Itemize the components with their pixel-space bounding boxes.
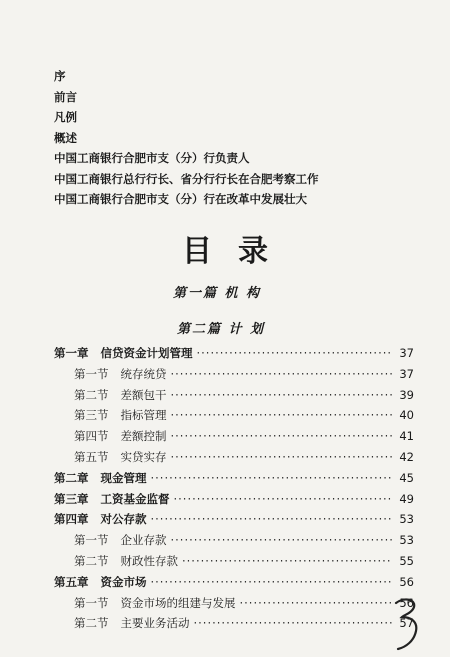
toc-entry-section: [54, 366, 414, 387]
toc-entry-title: 资金市场的组建与发展: [120, 595, 236, 610]
toc-leader-dots: [171, 533, 393, 547]
toc-entry-number: 第二节: [74, 616, 109, 631]
toc-entry-title: 统存统贷: [120, 366, 167, 381]
toc-entry-page: 56: [399, 595, 414, 610]
toc-entry-page: 55: [399, 553, 414, 568]
toc-entry-title: 财政性存款: [120, 553, 178, 568]
toc-entry-number: 第四章: [54, 512, 89, 527]
front-matter-item: 中国工商银行合肥市支（分）行在改革中发展壮大: [54, 192, 307, 206]
toc-entry-chapter: [54, 511, 414, 532]
toc-entry-page: 56: [399, 574, 414, 589]
toc-entry-chapter: [54, 345, 414, 366]
toc-entry-chapter: [54, 470, 414, 491]
toc-leader-dots: [171, 408, 393, 422]
toc-leader-dots: [197, 346, 393, 360]
toc-entry-number: 第一节: [74, 533, 109, 548]
toc-leader-dots: [151, 575, 393, 589]
toc-entry-page: 39: [399, 387, 414, 402]
front-matter-list: [54, 66, 319, 210]
toc-entry-section: [54, 532, 414, 553]
front-matter-item: 中国工商银行合肥市支（分）行负责人: [54, 151, 250, 165]
toc-entry-number: 第一节: [74, 366, 109, 381]
toc-entry-section: [54, 449, 414, 470]
toc-entry-number: 第五章: [54, 574, 89, 589]
toc-entry-page: 53: [399, 512, 414, 527]
handwritten-mark-icon: [390, 595, 424, 651]
toc-entry-title: 对公存款: [100, 512, 147, 527]
toc-leader-dots: [171, 450, 393, 464]
toc-entry-title: 差额控制: [120, 429, 167, 444]
toc-entry-number: 第二节: [74, 387, 109, 402]
toc-leader-dots: [174, 492, 393, 506]
front-matter-item: 序: [54, 69, 66, 83]
toc-leader-dots: [171, 429, 393, 443]
page-title: 目录: [182, 234, 294, 269]
toc-entry-page: 37: [399, 366, 414, 381]
toc-entry-title: 现金管理: [100, 470, 147, 485]
toc-entry-section: [54, 428, 414, 449]
toc-entry-title: 资金市场: [100, 574, 147, 589]
toc-entry-number: 第一章: [54, 346, 89, 360]
toc-entry-section: [54, 387, 414, 408]
toc-entry-title: 企业存款: [120, 533, 167, 548]
toc-leader-dots: [151, 512, 393, 526]
toc-leader-dots: [171, 388, 393, 402]
toc-entry-number: 第三节: [74, 408, 109, 423]
toc-entry-page: 49: [399, 491, 414, 506]
toc-entry-title: 信贷资金计划管理: [100, 346, 193, 360]
toc-entry-section: [54, 407, 414, 428]
toc-entry-title: 差额包干: [120, 387, 167, 402]
toc-entry-page: 53: [399, 533, 414, 548]
toc-entry-page: 37: [399, 346, 414, 360]
toc-entry-page: 57: [399, 616, 414, 631]
toc-leader-dots: [194, 616, 393, 630]
front-matter-item: 中国工商银行总行行长、省分行行长在合肥考察工作: [54, 171, 319, 186]
toc-entry-title: 主要业务活动: [120, 616, 190, 631]
front-matter-item: 概述: [54, 130, 77, 145]
toc-entry-title: 工资基金监督: [100, 491, 170, 506]
part-heading-1: 第一篇 机 构: [172, 286, 262, 301]
toc-entry-page: 45: [399, 470, 414, 485]
toc-entry-title: 指标管理: [120, 408, 167, 423]
toc-entry-page: 40: [399, 408, 414, 423]
toc-leader-dots: [171, 367, 393, 381]
toc-entry-number: 第三章: [54, 491, 89, 506]
toc-entry-section: [54, 595, 414, 616]
toc-leader-dots: [182, 554, 392, 568]
toc-entry-number: 第四节: [74, 429, 109, 444]
toc-entry-page: 42: [399, 449, 414, 464]
toc-entry-section: [54, 615, 414, 636]
toc-leader-dots: [240, 596, 393, 610]
front-matter-item: 前言: [54, 89, 77, 104]
toc-entry-section: [54, 553, 414, 574]
part-heading-2: 第二篇 计 划: [176, 322, 266, 337]
toc-entry-number: 第一节: [74, 595, 109, 610]
toc-entry-title: 实贷实存: [120, 449, 167, 464]
toc-entry-page: 41: [399, 429, 414, 444]
toc-leader-dots: [151, 471, 393, 485]
toc-entry-number: 第二节: [74, 553, 109, 568]
table-of-contents: [54, 345, 414, 636]
toc-entry-chapter: [54, 491, 414, 512]
toc-entry-number: 第五节: [74, 449, 109, 464]
toc-entry-chapter: [54, 574, 414, 595]
toc-entry-number: 第二章: [54, 470, 89, 485]
front-matter-item: 凡例: [54, 110, 77, 124]
